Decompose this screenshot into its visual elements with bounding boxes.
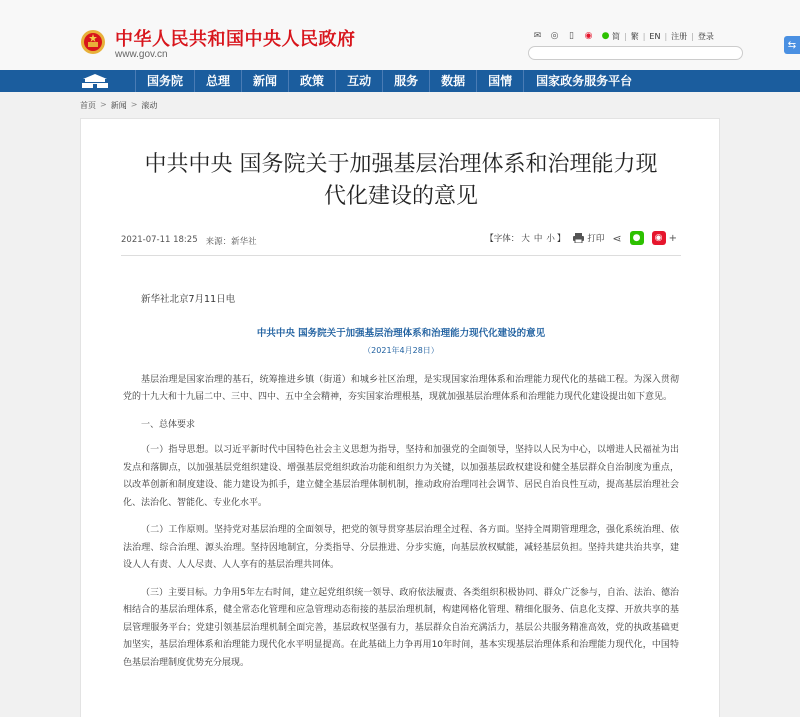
document-title: 中共中央 国务院关于加强基层治理体系和治理能力现代化建设的意见 xyxy=(256,327,546,339)
link-register[interactable]: 注册 xyxy=(671,32,688,41)
link-english[interactable]: EN xyxy=(649,32,661,41)
mail-icon[interactable]: ✉ xyxy=(533,30,542,41)
paragraph-intro: 基层治理是国家治理的基石，统筹推进乡镇（街道）和城乡社区治理，是实现国家治理体系和治理能力现代化的基础工程。为深入贯彻党的十九大和十九届二中、三中、四中、五中全会精神，夯实国家治理根基，现就加强基层治理体系和治理能力现代化建设提出如下意见。 xyxy=(123,374,679,402)
font-size-selector xyxy=(485,232,565,244)
nav-item-state-council[interactable]: 国务院 xyxy=(135,70,194,92)
article-title-line2: 代化建设的意见 xyxy=(323,184,478,209)
print-button[interactable] xyxy=(573,232,604,244)
section-heading: 一、总体要求 xyxy=(141,419,196,430)
nav-item-national-info[interactable]: 国情 xyxy=(476,70,523,92)
document-date: （2021年4月28日） xyxy=(363,346,439,355)
source-label: 来源： xyxy=(205,237,232,247)
wechat-share-icon[interactable]: ● xyxy=(630,231,644,245)
nav-item-premier[interactable]: 总理 xyxy=(194,70,241,92)
article-source: 新华社 xyxy=(231,237,257,247)
breadcrumb-separator: > xyxy=(130,100,138,109)
font-label: 【字体： xyxy=(485,234,520,244)
paragraph-main-goals: （三）主要目标。力争用5年左右时间，建立起党组织统一领导、政府依法履责、各类组织积极协同、群众广泛参与，自治、法治、德治相结合的基层治理体系，健全常态化管理和应急管理动态衔接的基层治理机制，构建网格化管理、精细化服务、信息化支撑、开放共享的基层管理服务平台；党建引领基层治理机制全面完善，基层政权坚强有力，基层群众自治充满活力，基层公共服务精准高效，党的执政基础更加坚实，基层治理体系和治理能力现代化水平明显提高。在此基础上力争再用10年时间，基本实现基层治理体系和治理能力现代化，中国特色基层治理制度优势充分展现。 xyxy=(123,587,679,668)
share-icon[interactable]: ⋖ xyxy=(612,231,622,245)
print-label: 打印 xyxy=(587,234,605,244)
nav-item-policy[interactable]: 政策 xyxy=(288,70,335,92)
mobile-icon[interactable]: ▯ xyxy=(569,30,574,41)
font-large-button[interactable]: 大 xyxy=(521,234,530,244)
more-share-button[interactable]: + xyxy=(668,232,677,244)
nav-item-interaction[interactable]: 互动 xyxy=(335,70,382,92)
paragraph-guiding-ideology: （一）指导思想。以习近平新时代中国特色社会主义思想为指导，坚持和加强党的全面领导，坚持以人民为中心，以增进人民福祉为出发点和落脚点，以加强基层党组织建设、增强基层党组织政治功能和组织力为关键，以加强基层政权建设和健全基层群众自治制度为重点，以改革创新和制度建设、能力建设为抓手，建立健全基层治理体制机制，推动政府治理同社会调节、居民自治良性互动，提高基层治理社会化、法治化、智能化、专业化水平。 xyxy=(123,445,679,508)
link-traditional[interactable]: 繁 xyxy=(630,32,639,41)
breadcrumb-separator: > xyxy=(100,100,107,109)
article-title xyxy=(121,149,681,213)
tiananmen-icon[interactable] xyxy=(80,73,110,89)
national-emblem-icon[interactable] xyxy=(80,28,106,56)
article-body xyxy=(123,291,679,682)
wechat-icon[interactable]: ● xyxy=(601,30,610,41)
floating-sidebar-icon[interactable]: ⇆ xyxy=(784,36,800,54)
printer-icon xyxy=(573,233,584,243)
nav-list xyxy=(135,70,644,92)
link-simplified[interactable]: 简 xyxy=(612,32,620,41)
font-medium-button[interactable]: 中 xyxy=(533,234,543,244)
weibo-icon[interactable]: ◉ xyxy=(584,30,593,41)
breadcrumb-news[interactable]: 新闻 xyxy=(110,101,127,110)
nav-item-service[interactable]: 服务 xyxy=(382,70,429,92)
article-datetime: 2021-07-11 18:25 xyxy=(121,235,198,245)
article-meta xyxy=(121,235,257,247)
font-small-button[interactable]: 小 xyxy=(546,234,555,244)
nav-item-data[interactable]: 数据 xyxy=(429,70,476,92)
top-links: 简 | 繁 | EN | 注册 | 登录 xyxy=(612,32,714,41)
article-tools xyxy=(485,231,677,245)
site-title[interactable]: 中华人民共和国中央人民政府 xyxy=(115,29,356,50)
article-card xyxy=(80,118,720,717)
nav-item-service-platform[interactable]: 国家政务服务平台 xyxy=(523,70,644,92)
link-login[interactable]: 登录 xyxy=(697,32,714,41)
meta-divider xyxy=(121,255,681,256)
search-input[interactable] xyxy=(528,46,743,60)
article-title-line1: 中共中央 国务院关于加强基层治理体系和治理能力现 xyxy=(144,152,658,177)
main-nav xyxy=(0,70,800,92)
article-dateline: 新华社北京7月11日电 xyxy=(141,294,236,305)
top-icon-bar xyxy=(532,30,611,41)
weibo-share-icon[interactable]: ◉ xyxy=(652,231,666,245)
paragraph-working-principles: （二）工作原则。坚持党对基层治理的全面领导，把党的领导贯穿基层治理全过程、各方面。坚持全周期管理理念，强化系统治理、依法治理、综合治理、源头治理。坚持因地制宜，分类指导、分层推进、分步实施，向基层放权赋能，减轻基层负担。坚持共建共治共享，建设人人有责、人人尽责、人人享有的基层治理共同体。 xyxy=(123,525,679,570)
breadcrumb-home[interactable]: 首页 xyxy=(80,101,96,110)
site-header xyxy=(0,0,800,70)
breadcrumb-rolling[interactable]: 滚动 xyxy=(141,101,158,110)
nav-item-news[interactable]: 新闻 xyxy=(241,70,288,92)
site-url: www.gov.cn xyxy=(115,49,168,60)
breadcrumb xyxy=(80,100,157,111)
font-close: 】 xyxy=(556,234,566,244)
globe-icon[interactable]: ◎ xyxy=(550,30,559,41)
